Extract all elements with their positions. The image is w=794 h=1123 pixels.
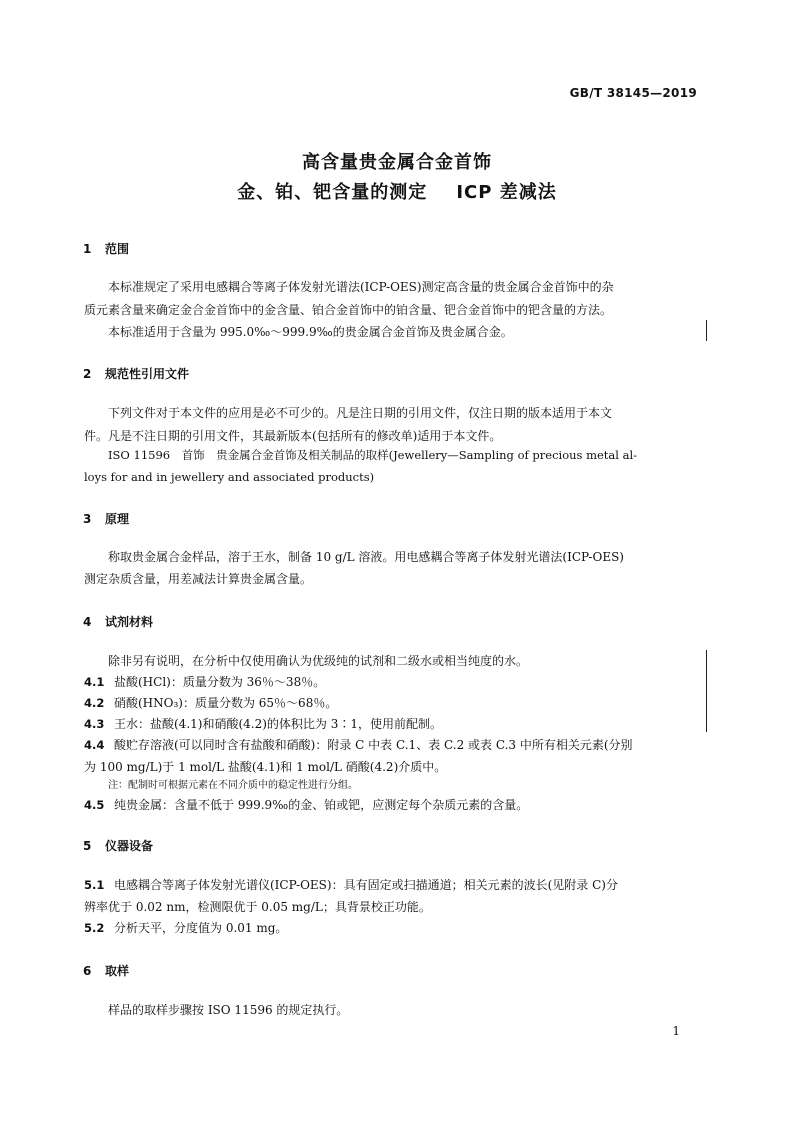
clause-4-3	[84, 713, 697, 736]
standard-number: GB/T 38145—2019	[569, 86, 697, 100]
section-1-title: 范围	[105, 242, 130, 256]
section-2-title: 规范性引用文件	[105, 367, 190, 381]
section-4-number: 4	[83, 615, 92, 629]
section-1-para-1a: 本标准规定了采用电感耦合等离子体发射光谱法(ICP-OES)测定高含量的贵金属合金首饰中的杂	[108, 280, 614, 294]
section-2-reference-a: ISO 11596 首饰 贵金属合金首饰及相关制品的取样(Jewellery—Sampling of precious metal al-	[108, 448, 638, 462]
clause-number: 4.2	[84, 696, 105, 710]
clause-text: 王水：盐酸(4.1)和硝酸(4.2)的体积比为 3∶1，使用前配制。	[114, 717, 442, 731]
section-5-title: 仪器设备	[105, 839, 154, 853]
clause-4-2	[84, 692, 697, 715]
clause-number: 4.4	[84, 738, 105, 752]
section-4-heading	[83, 613, 153, 630]
section-2-number: 2	[83, 367, 92, 381]
section-4-intro: 除非另有说明，在分析中仅使用确认为优级纯的试剂和二级水或相当纯度的水。	[108, 654, 529, 668]
section-2-para-1a: 下列文件对于本文件的应用是必不可少的。凡是注日期的引用文件，仅注日期的版本适用于本文	[108, 406, 613, 420]
clause-text: 盐酸(HCl)：质量分数为 36％～38％。	[114, 675, 326, 689]
clause-number: 4.1	[84, 675, 105, 689]
note: 注：配制时可根据元素在不同介质中的稳定性进行分组。	[108, 780, 358, 791]
section-6-heading	[83, 962, 129, 979]
section-5-heading	[83, 837, 153, 854]
clause-5-2	[84, 917, 697, 940]
section-3-para-1b: 测定杂质含量，用差减法计算贵金属含量。	[84, 572, 313, 586]
section-6-para-1: 样品的取样步骤按 ISO 11596 的规定执行。	[108, 1003, 349, 1017]
section-3-title: 原理	[105, 512, 130, 526]
clause-text: 分析天平，分度值为 0.01 mg。	[114, 921, 288, 935]
revision-bar	[706, 320, 707, 341]
section-1-heading	[83, 240, 129, 257]
clause-number: 4.3	[84, 717, 105, 731]
clause-4-4	[84, 734, 697, 757]
revision-bar	[706, 650, 707, 732]
section-1-para-2: 本标准适用于含量为 995.0‰～999.9‰的贵金属合金首饰及贵金属合金。	[108, 325, 513, 339]
clause-text: 酸贮存溶液(可以同时含有盐酸和硝酸)：附录 C 中表 C.1、表 C.2 或表 C.3 中所有相关元素(分别	[114, 738, 633, 752]
clause-4-4-continued: 为 100 mg/L)于 1 mol/L 盐酸(4.1)和 1 mol/L 硝酸(4.2)介质中。	[84, 760, 447, 774]
clause-4-5	[84, 794, 697, 817]
section-6-number: 6	[83, 964, 92, 978]
section-1-number: 1	[83, 242, 92, 256]
section-2-reference-b: loys for and in jewellery and associated products)	[84, 470, 375, 484]
clause-5-1	[84, 874, 697, 897]
document-title-line2: 金、铂、钯含量的测定 ICP 差减法	[237, 182, 557, 203]
section-5-number: 5	[83, 839, 92, 853]
section-2-heading	[83, 365, 189, 382]
section-3-heading	[83, 510, 129, 527]
page-number: 1	[672, 1024, 680, 1038]
clause-number: 5.1	[84, 878, 105, 892]
clause-4-1	[84, 671, 697, 694]
clause-text: 纯贵金属：含量不低于 999.9‰的金、铂或钯，应测定每个杂质元素的含量。	[114, 798, 529, 812]
clause-text: 电感耦合等离子体发射光谱仪(ICP-OES)：具有固定或扫描通道；相关元素的波长(见附录 C)分	[114, 878, 618, 892]
clause-5-1-continued: 辨率优于 0.02 nm，检测限优于 0.05 mg/L；具背景校正功能。	[84, 900, 431, 914]
section-3-number: 3	[83, 512, 92, 526]
clause-text: 硝酸(HNO₃)：质量分数为 65％～68％。	[114, 696, 338, 710]
section-6-title: 取样	[105, 964, 130, 978]
section-4-title: 试剂材料	[105, 615, 154, 629]
section-3-para-1a: 称取贵金属合金样品，溶于王水，制备 10 g/L 溶液。用电感耦合等离子体发射光谱法(ICP-OES)	[108, 550, 624, 564]
section-2-para-1b: 件。凡是不注日期的引用文件，其最新版本(包括所有的修改单)适用于本文件。	[84, 429, 502, 443]
section-1-para-1b: 质元素含量来确定金合金首饰中的金含量、铂合金首饰中的铂含量、钯合金首饰中的钯含量的方法。	[84, 303, 613, 317]
document-title-line1: 高含量贵金属合金首饰	[302, 152, 492, 173]
clause-number: 5.2	[84, 921, 105, 935]
clause-number: 4.5	[84, 798, 105, 812]
